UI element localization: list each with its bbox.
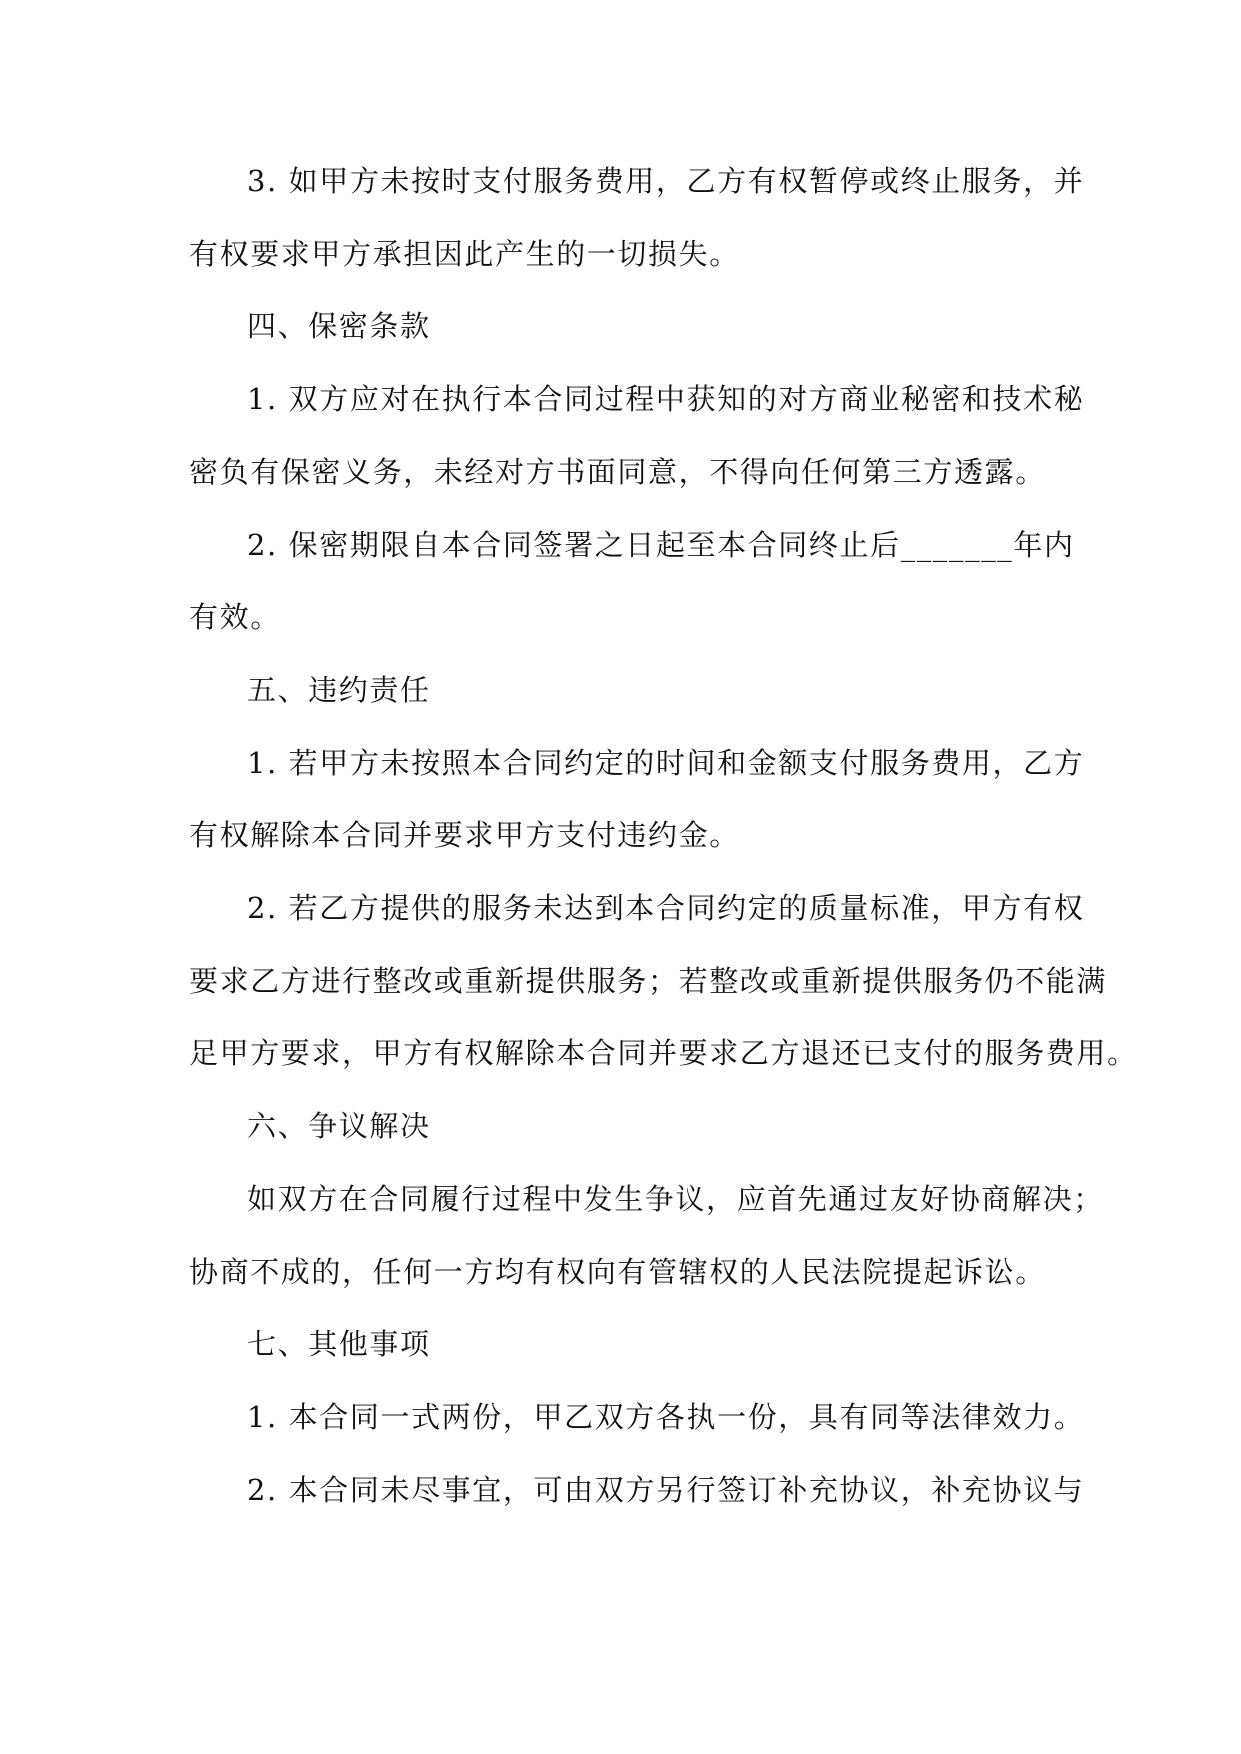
clause-3-3-line-1: 3. 如甲方未按时支付服务费用，乙方有权暂停或终止服务，并 (247, 164, 1085, 198)
section-heading-confidentiality: 四、保密条款 (247, 309, 431, 344)
section-heading-liability: 五、违约责任 (247, 672, 431, 707)
clause-6-line-2: 协商不成的，任何一方均有权向有管辖权的人民法院提起诉讼。 (189, 1254, 1046, 1289)
clause-6-line-1: 如双方在合同履行过程中发生争议，应首先通过友好协商解决； (247, 1181, 1104, 1216)
clause-5-2-line-2: 要求乙方进行整改或重新提供服务；若整改或重新提供服务仍不能满 (189, 963, 1108, 998)
clause-4-1-line-1: 1. 双方应对在执行本合同过程中获知的对方商业秘密和技术秘 (247, 382, 1085, 417)
clause-4-2-line-2: 有效。 (189, 600, 281, 635)
clause-5-2-line-3: 足甲方要求，甲方有权解除本合同并要求乙方退还已支付的服务费用。 (189, 1036, 1138, 1071)
clause-7-1-line-1: 1. 本合同一式两份，甲乙双方各执一份，具有同等法律效力。 (247, 1399, 1085, 1434)
clause-5-1-line-1: 1. 若甲方未按照本合同约定的时间和金额支付服务费用，乙方 (247, 745, 1085, 780)
section-heading-dispute: 六、争议解决 (247, 1109, 431, 1144)
clause-7-2-line-1: 2. 本合同未尽事宜，可由双方另行签订补充协议，补充协议与 (247, 1472, 1085, 1507)
clause-3-3-line-2: 有权要求甲方承担因此产生的一切损失。 (189, 236, 740, 271)
clause-5-1-line-2: 有权解除本合同并要求甲方支付违约金。 (189, 818, 740, 853)
section-heading-other: 七、其他事项 (247, 1327, 431, 1362)
clause-5-2-line-1: 2. 若乙方提供的服务未达到本合同约定的质量标准，甲方有权 (247, 891, 1085, 926)
clause-4-2-line-1: 2. 保密期限自本合同签署之日起至本合同终止后_______年内 (247, 527, 1075, 562)
clause-4-1-line-2: 密负有保密义务，未经对方书面同意，不得向任何第三方透露。 (189, 454, 1046, 489)
